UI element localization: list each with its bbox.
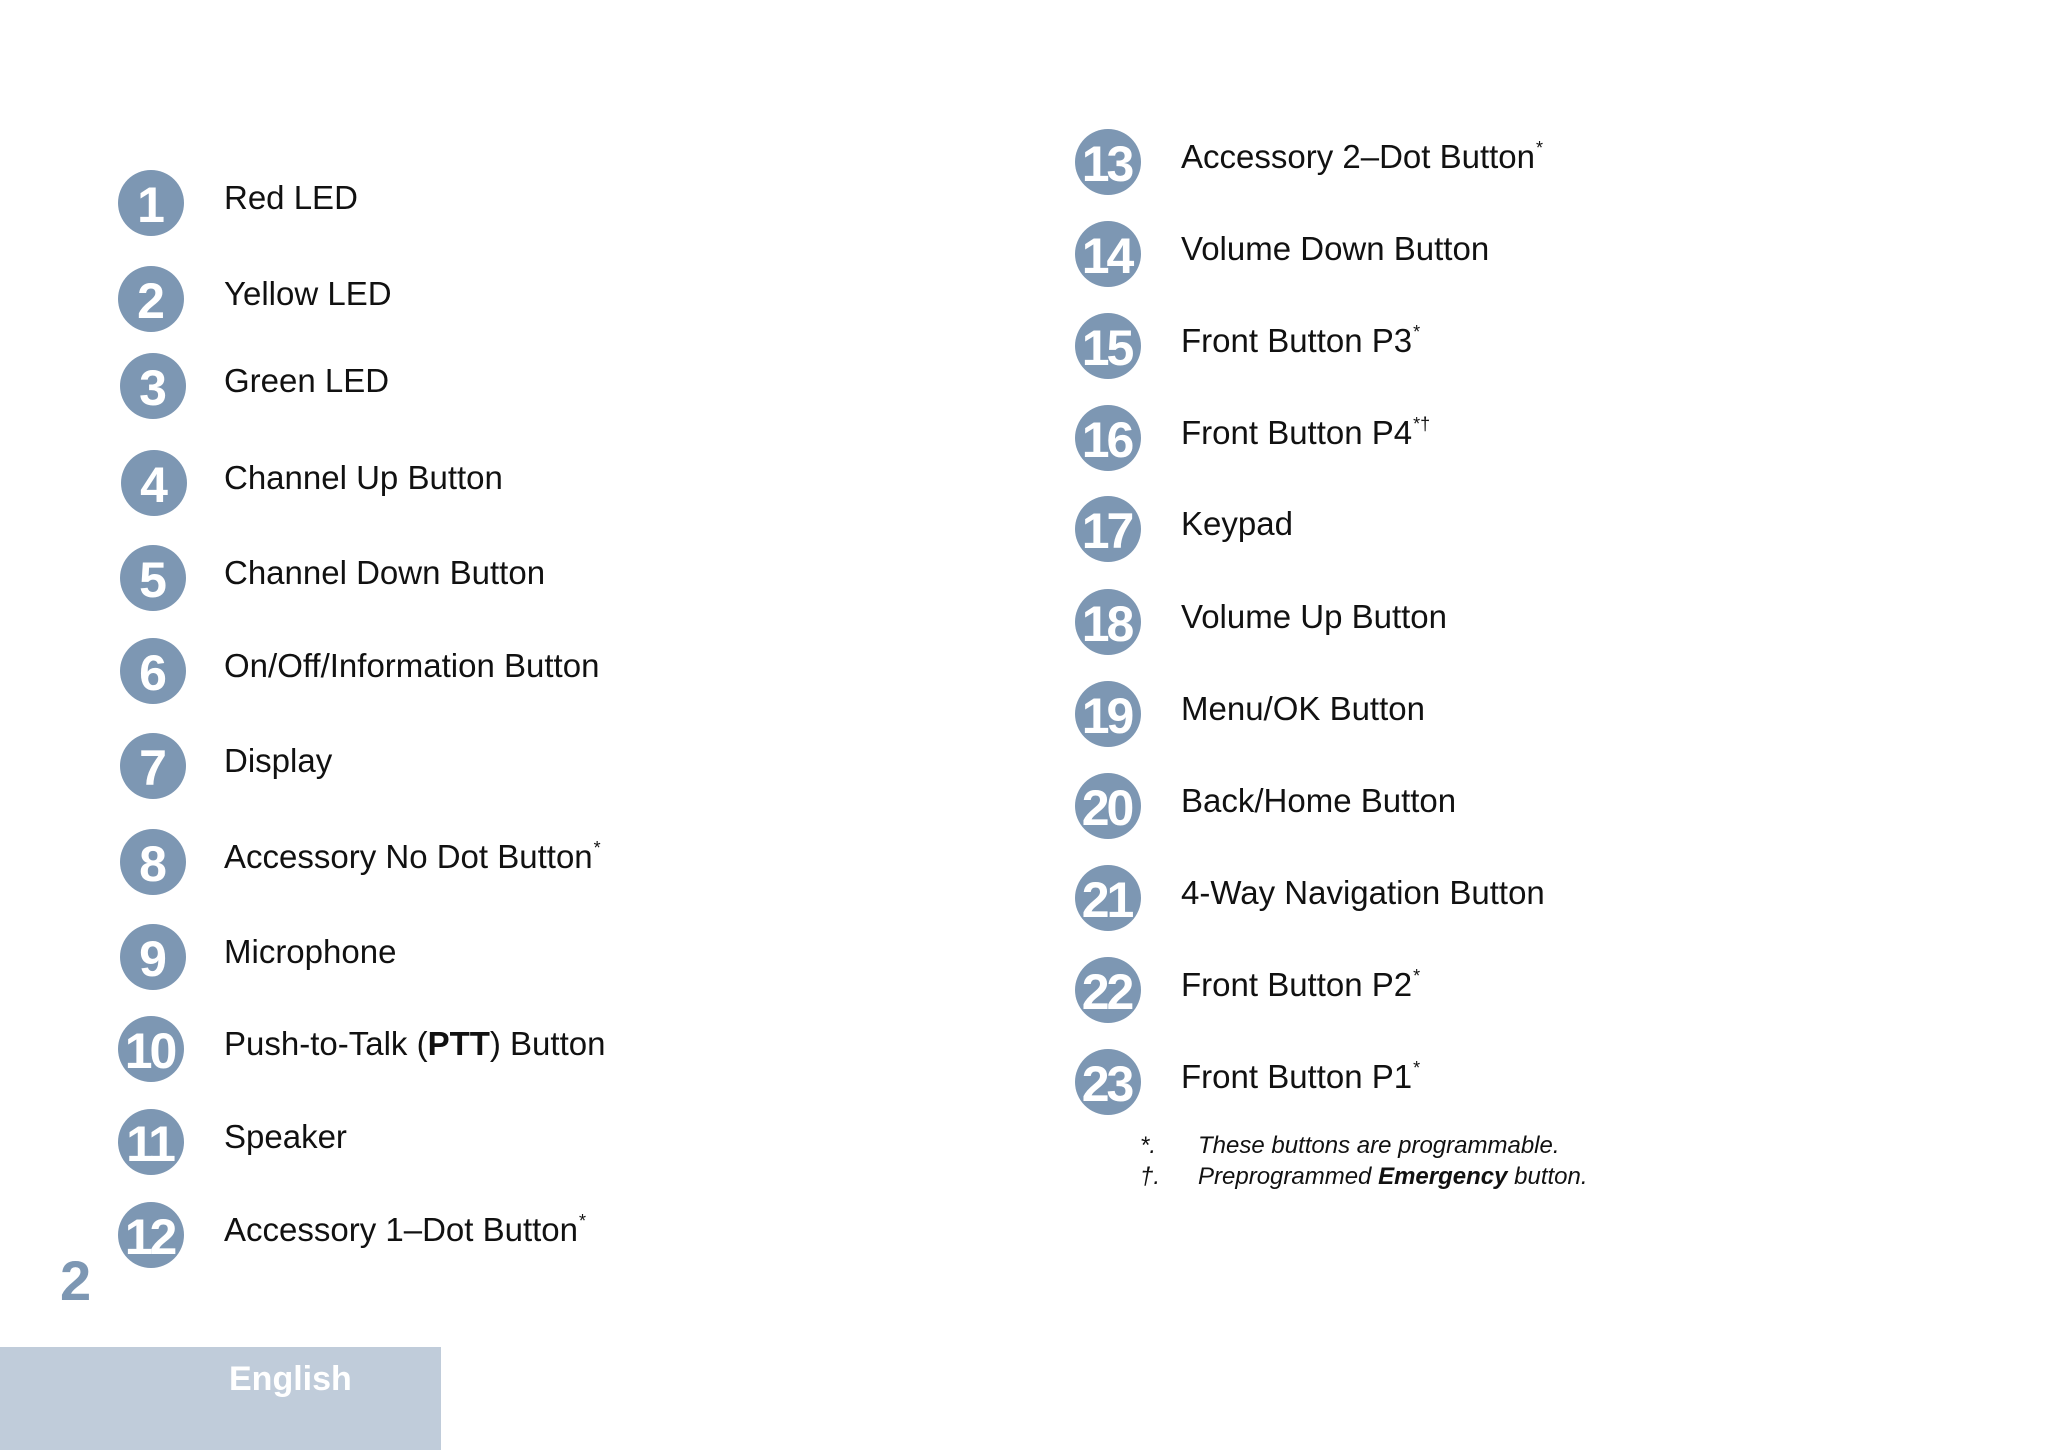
page-number: 2 xyxy=(60,1249,92,1312)
legend-item-20 xyxy=(1075,771,1456,841)
legend-label: Volume Down Button xyxy=(1181,229,1490,267)
legend-label: Push-to-Talk (PTT) Button xyxy=(224,1024,606,1062)
legend-label: Green LED xyxy=(224,361,390,399)
footnote-emergency xyxy=(1140,1161,1588,1192)
footnote-marker: * xyxy=(579,1211,587,1231)
legend-label: Front Button P3* xyxy=(1181,322,1421,359)
number-badge: 19 xyxy=(1075,681,1141,747)
footnote-programmable xyxy=(1140,1130,1588,1161)
footnote-mark: *. xyxy=(1140,1131,1157,1159)
legend-label: Microphone xyxy=(224,932,397,970)
number-badge: 4 xyxy=(121,450,187,516)
legend-label: Channel Down Button xyxy=(224,553,546,591)
legend-item-12 xyxy=(118,1200,586,1270)
footnote-marker: * xyxy=(593,838,601,858)
legend-item-7 xyxy=(120,731,332,801)
number-badge: 13 xyxy=(1075,129,1141,195)
legend-item-4 xyxy=(121,448,503,518)
legend-item-18 xyxy=(1075,587,1447,657)
legend-item-16 xyxy=(1075,403,1430,473)
footnote-marker: * xyxy=(1413,1058,1421,1078)
legend-item-6 xyxy=(120,636,599,706)
number-badge: 6 xyxy=(120,638,186,704)
number-badge: 2 xyxy=(118,266,184,332)
number-badge: 10 xyxy=(118,1016,184,1082)
number-badge: 21 xyxy=(1075,865,1141,931)
footnote-marker: *† xyxy=(1413,414,1431,434)
legend-label: Front Button P1* xyxy=(1181,1058,1421,1095)
legend-label: 4-Way Navigation Button xyxy=(1181,873,1545,911)
language-tab-label: English xyxy=(229,1360,352,1398)
number-badge: 22 xyxy=(1075,957,1141,1023)
legend-label: Menu/OK Button xyxy=(1181,689,1425,727)
legend-item-23 xyxy=(1075,1047,1420,1117)
legend-label: Yellow LED xyxy=(224,274,392,312)
number-badge: 14 xyxy=(1075,221,1141,287)
legend-label: Accessory 2–Dot Button* xyxy=(1181,138,1544,175)
legend-item-3 xyxy=(120,351,389,421)
number-badge: 1 xyxy=(118,170,184,236)
number-badge: 3 xyxy=(120,353,186,419)
legend-item-13 xyxy=(1075,127,1543,197)
legend-item-5 xyxy=(120,543,545,613)
ptt-bold: PTT xyxy=(427,1024,490,1062)
legend-label: Front Button P4*† xyxy=(1181,414,1431,451)
number-badge: 17 xyxy=(1075,496,1141,562)
number-badge: 11 xyxy=(118,1109,184,1175)
number-badge: 16 xyxy=(1075,405,1141,471)
number-badge: 5 xyxy=(120,545,186,611)
legend-label: Speaker xyxy=(224,1117,347,1155)
legend-label: Display xyxy=(224,741,333,779)
number-badge: 9 xyxy=(120,924,186,990)
legend-label: Volume Up Button xyxy=(1181,597,1447,635)
legend-item-9 xyxy=(120,922,396,992)
footnote-marker: * xyxy=(1536,138,1544,158)
number-badge: 12 xyxy=(118,1202,184,1268)
legend-item-2 xyxy=(118,264,392,334)
footnote-marker: * xyxy=(1413,322,1421,342)
legend-item-15 xyxy=(1075,311,1420,381)
legend-label: Accessory No Dot Button* xyxy=(224,838,601,875)
legend-item-19 xyxy=(1075,679,1425,749)
language-tab xyxy=(0,1347,441,1450)
footnote-text: Preprogrammed Emergency button. xyxy=(1198,1162,1588,1190)
legend-item-17 xyxy=(1075,494,1293,564)
emergency-bold: Emergency xyxy=(1378,1162,1508,1190)
footnote-mark: †. xyxy=(1140,1162,1161,1190)
legend-item-10 xyxy=(118,1014,605,1084)
footnote-marker: * xyxy=(1413,966,1421,986)
legend-item-22 xyxy=(1075,955,1420,1025)
number-badge: 7 xyxy=(120,733,186,799)
legend-label: Front Button P2* xyxy=(1181,966,1421,1003)
legend-item-8 xyxy=(120,827,601,897)
legend-label: Keypad xyxy=(1181,504,1293,542)
legend-item-1 xyxy=(118,168,358,238)
legend-label: Accessory 1–Dot Button* xyxy=(224,1211,587,1248)
number-badge: 18 xyxy=(1075,589,1141,655)
legend-label: Back/Home Button xyxy=(1181,781,1457,819)
legend-item-11 xyxy=(118,1107,347,1177)
legend-item-14 xyxy=(1075,219,1489,289)
number-badge: 20 xyxy=(1075,773,1141,839)
legend-item-21 xyxy=(1075,863,1545,933)
number-badge: 15 xyxy=(1075,313,1141,379)
legend-label: Channel Up Button xyxy=(224,458,503,496)
footnote-text: These buttons are programmable. xyxy=(1198,1131,1560,1159)
number-badge: 8 xyxy=(120,829,186,895)
number-badge: 23 xyxy=(1075,1049,1141,1115)
legend-label: On/Off/Information Button xyxy=(224,646,600,684)
footnotes xyxy=(1140,1130,1588,1192)
legend-label: Red LED xyxy=(224,178,358,216)
